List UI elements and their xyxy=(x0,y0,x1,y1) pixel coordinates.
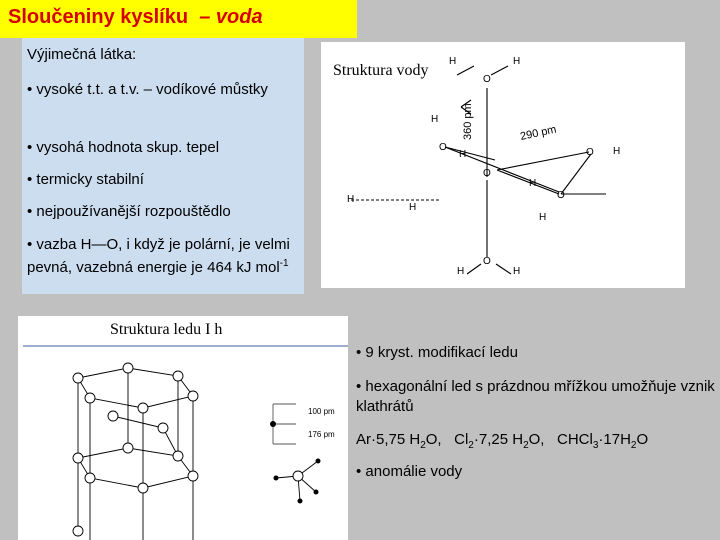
bullet-boiling: • vysoké t.t. a t.v. – vodíkové můstky xyxy=(27,81,268,98)
title-italic: – voda xyxy=(199,6,263,28)
atom-o: O xyxy=(483,256,491,267)
atom-h: H xyxy=(529,178,537,189)
bullet-bond xyxy=(27,235,303,277)
bond-length-label: 100 pm xyxy=(308,407,335,416)
formula-sub: 2 xyxy=(468,440,474,451)
atom-h: H xyxy=(431,114,439,125)
formula-part: CHCl xyxy=(556,431,593,448)
atom-h: H xyxy=(409,202,417,213)
bond-sup: -1 xyxy=(279,258,289,269)
bullet-heat: • vysohá hodnota skup. tepel xyxy=(27,139,220,156)
atom-o: O xyxy=(439,142,447,153)
bullet-modifications: • 9 kryst. modifikací ledu xyxy=(356,344,518,361)
distance-label: 360 pm xyxy=(462,103,474,140)
title-bar xyxy=(0,0,357,38)
water-structure-diagram xyxy=(321,42,685,288)
bullet-solvent: • nejpoužívanější rozpouštědlo xyxy=(27,203,231,220)
atom-o: O xyxy=(557,190,565,201)
atom-h: H xyxy=(613,146,621,157)
panel-heading: Výjimečná látka: xyxy=(27,46,137,63)
atom-h: H xyxy=(513,266,521,277)
formula-part: O xyxy=(636,431,649,448)
formula-part: O, xyxy=(425,431,442,448)
atom-h: H xyxy=(347,194,355,205)
atom-h: H xyxy=(539,212,547,223)
bullet-anomaly: • anomálie vody xyxy=(356,463,463,480)
atom-o: O xyxy=(586,147,594,158)
clathrate-formulas xyxy=(356,430,648,456)
formula-sub: 2 xyxy=(630,440,637,451)
distance-label: 290 pm xyxy=(519,123,558,143)
formula-part: ·7,25 H xyxy=(473,431,524,448)
atom-h: H xyxy=(459,149,467,160)
formula-sub: 2 xyxy=(523,440,529,451)
atom-o: O xyxy=(483,168,491,179)
bond-text: • vazba H—O, i když je polární, je velmi pevná, vazebná energie je 464 kJ mol xyxy=(27,236,290,276)
atom-h: H xyxy=(457,266,465,277)
properties-panel xyxy=(22,38,304,294)
page-title xyxy=(8,6,263,29)
atom-o: O xyxy=(483,74,491,85)
ice-structure-diagram xyxy=(18,316,348,540)
formula-part: ·17H xyxy=(598,431,631,448)
formula-part: Ar·5,75 H xyxy=(356,431,421,448)
atom-h: H xyxy=(513,56,521,67)
formula-part: Cl xyxy=(454,431,469,448)
formula-part: O, xyxy=(528,431,545,448)
bullet-stable: • termicky stabilní xyxy=(27,171,144,188)
atom-h: H xyxy=(449,56,457,67)
title-main: Sloučeniny kyslíku xyxy=(8,6,189,28)
bond-length-label: 176 pm xyxy=(308,430,335,439)
formula-sub: 2 xyxy=(420,440,426,451)
ice-structure-figure xyxy=(18,316,348,540)
water-structure-figure xyxy=(321,42,685,288)
formula-sub: 3 xyxy=(592,440,599,451)
water-structure-label: Struktura vody xyxy=(333,62,429,79)
bullet-hexagonal: • hexagonální led s prázdnou mřížkou umožňuje vznik klathrátů xyxy=(356,378,715,415)
ice-structure-label: Struktura ledu I h xyxy=(110,321,223,338)
